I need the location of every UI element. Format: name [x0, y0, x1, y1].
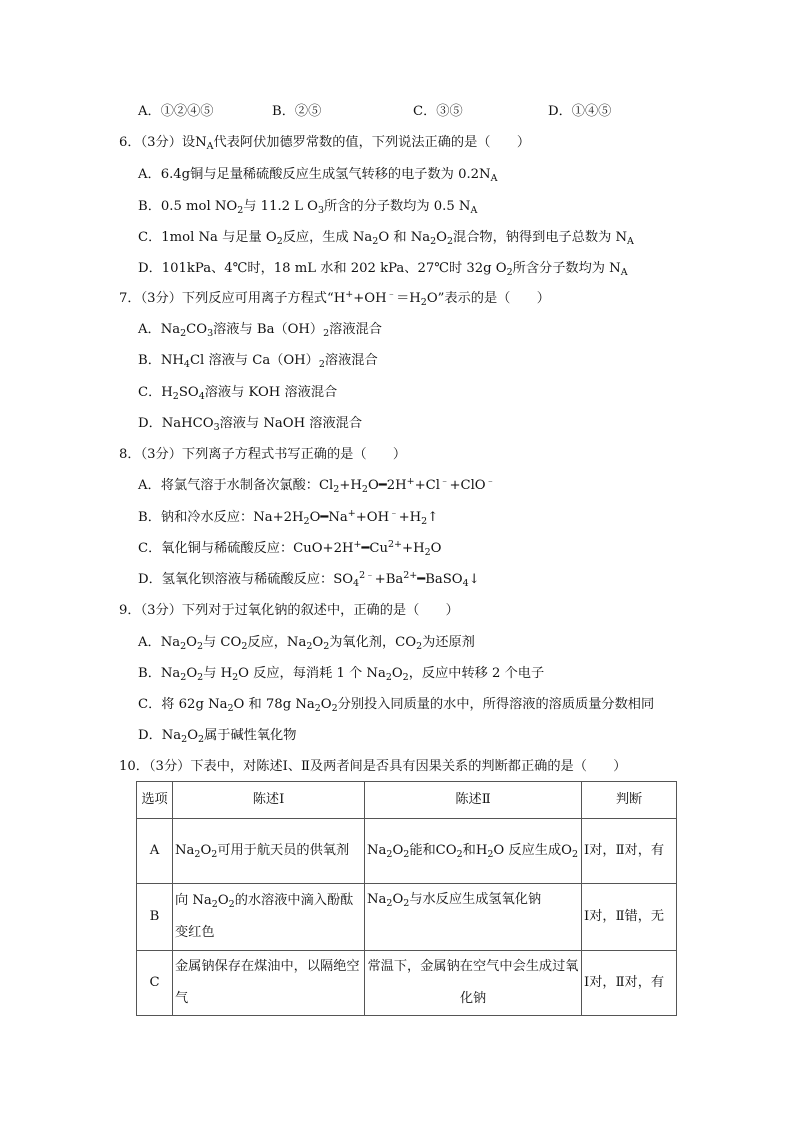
- q5-option-b: B．②⑤: [272, 104, 322, 119]
- q10-stem: 10．（3分）下表中，对陈述Ⅰ、Ⅱ及两者间是否具有因果关系的判断都正确的是（ ）: [119, 759, 627, 774]
- row-c-statement-2: 常温下，金属钠在空气中会生成过氧化钠: [365, 951, 582, 1016]
- header-statement-1: 陈述Ⅰ: [173, 782, 365, 819]
- q8-option-c: C．氧化铜与稀硫酸反应：$CuO+2H^+━Cu^{2+}+H_2O$: [138, 538, 442, 558]
- row-a-option: A: [137, 819, 173, 884]
- q5-option-c: C．③⑤: [413, 104, 463, 119]
- row-a-statement-2: $Na_2O_2$能和$CO_2$和$H_2O$ 反应生成$O_2$: [365, 819, 582, 884]
- q9-option-a: A．$Na_2O_2$与 $CO_2$反应，$Na_2O_2$为氧化剂，$CO_2$为还原剂: [138, 635, 475, 652]
- row-b-judgment: Ⅰ对，Ⅱ错，无: [582, 884, 677, 951]
- table-row: [137, 819, 677, 884]
- q7-option-d: D．NaHCO$_3$溶液与 NaOH 溶液混合: [138, 416, 363, 433]
- q9-option-b: B．$Na_2O_2$与 $H_2O$ 反应，每消耗 1 个 $Na_2O_2$，反应中转移 2 个电子: [138, 666, 545, 683]
- table-header-row: [137, 782, 677, 819]
- row-a-judgment: Ⅰ对，Ⅱ对，有: [582, 819, 677, 884]
- q8-option-d: D．氢氧化钡溶液与稀硫酸反应：$SO_4^{2﹣}+Ba^{2+}━BaSO_4↓$: [138, 569, 480, 589]
- row-c-option: C: [137, 951, 173, 1016]
- q7-option-c: C．$H_2SO_4$溶液与 KOH 溶液混合: [138, 385, 338, 402]
- header-statement-2: 陈述Ⅱ: [365, 782, 582, 819]
- row-b-statement-1: 向 $Na_2O_2$的水溶液中滴入酚酞变红色: [173, 884, 365, 951]
- q8-stem: 8．（3分）下列离子方程式书写正确的是（ ）: [119, 447, 407, 462]
- q6-option-a: A．6.4g铜与足量稀硫酸反应生成氢气转移的电子数为 $0.2N_A$: [138, 167, 498, 184]
- header-judgment: 判断: [582, 782, 677, 819]
- header-option: 选项: [137, 782, 173, 819]
- row-b-statement-2: $Na_2O_2$与水反应生成氢氧化钠: [365, 884, 582, 951]
- row-b-option: B: [137, 884, 173, 951]
- q8-option-a: A．将氯气溶于水制备次氯酸：$Cl_2+H_2O━2H^++Cl^﹣+ClO^﹣$: [138, 475, 496, 495]
- q6-stem: 6．（3分）设$N_A$代表阿伏加德罗常数的值，下列说法正确的是（ ）: [119, 135, 531, 152]
- q9-option-d: D．$Na_2O_2$属于碱性氧化物: [138, 728, 297, 745]
- row-c-statement-1: 金属钠保存在煤油中，以隔绝空气: [173, 951, 365, 1016]
- q5-option-d: D．①④⑤: [548, 104, 612, 119]
- table-row: [137, 884, 677, 951]
- table-row: [137, 951, 677, 1016]
- q10-table: [136, 781, 677, 1016]
- row-c-judgment: Ⅰ对，Ⅱ对，有: [582, 951, 677, 1016]
- q8-option-b: B．钠和冷水反应：$Na+2H_2O━Na^++OH^﹣+H_2↑$: [138, 507, 439, 527]
- q7-option-a: A．$Na_2CO_3$溶液与 $Ba(OH)_2$溶液混合: [138, 322, 382, 339]
- q6-option-c: C．1mol Na 与足量 $O_2$反应，生成 $Na_2O$ 和 $Na_2O_2$混合物，钠得到电子总数为 $N_A$: [138, 230, 634, 247]
- q9-option-c: C．将 62g $Na_2O$ 和 78g $Na_2O_2$分别投入同质量的水中，所得溶液的溶质质量分数相同: [138, 697, 655, 714]
- q9-stem: 9．（3分）下列对于过氧化钠的叙述中，正确的是（ ）: [119, 603, 459, 618]
- q5-option-a: A．①②④⑤: [138, 104, 214, 119]
- q7-option-b: B．$NH_4Cl$ 溶液与 $Ca(OH)_2$溶液混合: [138, 353, 378, 370]
- q6-option-d: D．101kPa、4℃时，18 mL 水和 202 kPa、27℃时 32g $O_2$所含分子数均为 $N_A$: [138, 261, 628, 278]
- row-a-statement-1: $Na_2O_2$可用于航天员的供氧剂: [173, 819, 365, 884]
- q6-option-b: B．0.5 mol $NO_2$与 11.2 L $O_3$所含的分子数均为 0.5 $N_A$: [138, 199, 478, 216]
- q7-stem: 7．（3分）下列反应可用离子方程式“$H^++OH^﹣=H_2O$”表示的是（ ）: [119, 288, 550, 308]
